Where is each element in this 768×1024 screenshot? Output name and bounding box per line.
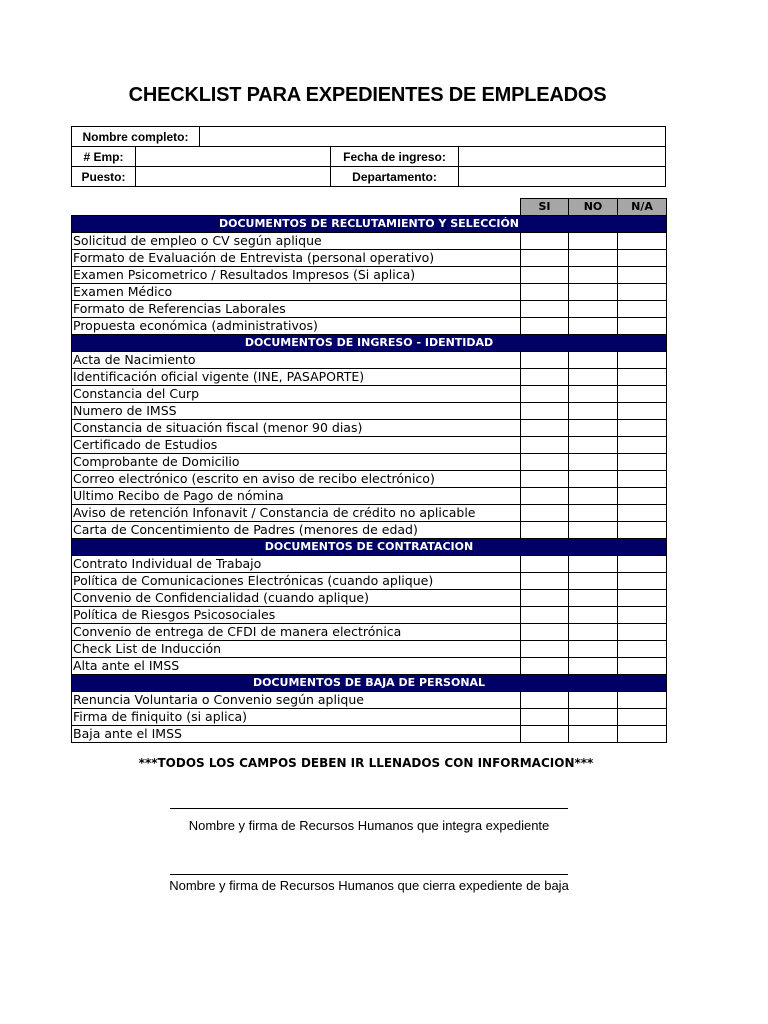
required-fields-note: ***TODOS LOS CAMPOS DEBEN IR LLENADOS CON INFORMACION***: [138, 756, 594, 770]
checklist-row: [72, 658, 667, 675]
puesto-field[interactable]: [136, 167, 331, 187]
checkbox-na[interactable]: [618, 284, 667, 301]
checklist-item-label: Numero de IMSS: [72, 403, 521, 420]
checklist-row: [72, 471, 667, 488]
checklist-item-label: Contrato Individual de Trabajo: [72, 556, 521, 573]
checkbox-si[interactable]: [521, 641, 569, 658]
checkbox-si[interactable]: [521, 709, 569, 726]
checklist-row: [72, 437, 667, 454]
checklist-row: [72, 267, 667, 284]
checklist-row: [72, 641, 667, 658]
checkbox-si[interactable]: [521, 318, 569, 335]
section-title: DOCUMENTOS DE RECLUTAMIENTO Y SELECCIÓN: [72, 216, 667, 233]
checklist-item-label: Constancia del Curp: [72, 386, 521, 403]
checkbox-no[interactable]: [569, 369, 618, 386]
checkbox-si[interactable]: [521, 454, 569, 471]
checkbox-no[interactable]: [569, 607, 618, 624]
emp-label: # Emp:: [72, 147, 136, 167]
checkbox-si[interactable]: [521, 658, 569, 675]
checkbox-no[interactable]: [569, 692, 618, 709]
header-blank: [72, 199, 521, 216]
checklist-table: [71, 198, 667, 743]
checkbox-no[interactable]: [569, 250, 618, 267]
section-title: DOCUMENTOS DE INGRESO - IDENTIDAD: [72, 335, 667, 352]
checkbox-no[interactable]: [569, 267, 618, 284]
checkbox-na[interactable]: [618, 267, 667, 284]
checklist-item-label: Propuesta económica (administrativos): [72, 318, 521, 335]
checkbox-no[interactable]: [569, 573, 618, 590]
checkbox-no[interactable]: [569, 505, 618, 522]
checklist-item-label: Formato de Referencias Laborales: [72, 301, 521, 318]
checkbox-na[interactable]: [618, 301, 667, 318]
checkbox-na[interactable]: [618, 437, 667, 454]
checkbox-na[interactable]: [618, 233, 667, 250]
checklist-item-label: Política de Comunicaciones Electrónicas (cuando aplique): [72, 573, 521, 590]
checkbox-no[interactable]: [569, 420, 618, 437]
checklist-item-label: Baja ante el IMSS: [72, 726, 521, 743]
checklist-item-label: Identificación oficial vigente (INE, PASAPORTE): [72, 369, 521, 386]
fecha-label: Fecha de ingreso:: [331, 147, 459, 167]
nombre-field[interactable]: [200, 127, 666, 147]
puesto-input[interactable]: [136, 168, 330, 186]
checkbox-si[interactable]: [521, 420, 569, 437]
checkbox-na[interactable]: [618, 624, 667, 641]
section-title: DOCUMENTOS DE BAJA DE PERSONAL: [72, 675, 667, 692]
checklist-row: [72, 692, 667, 709]
checkbox-si[interactable]: [521, 301, 569, 318]
checkbox-no[interactable]: [569, 624, 618, 641]
checkbox-si[interactable]: [521, 522, 569, 539]
checkbox-no[interactable]: [569, 301, 618, 318]
checklist-row: [72, 590, 667, 607]
checkbox-no[interactable]: [569, 590, 618, 607]
checklist-item-label: Convenio de entrega de CFDI de manera electrónica: [72, 624, 521, 641]
checklist-item-label: Ultimo Recibo de Pago de nómina: [72, 488, 521, 505]
nombre-label: Nombre completo:: [72, 127, 200, 147]
checklist-item-label: Aviso de retención Infonavit / Constancia de crédito no aplicable: [72, 505, 521, 522]
checklist-item-label: Comprobante de Domicilio: [72, 454, 521, 471]
checkbox-na[interactable]: [618, 488, 667, 505]
checklist-row: [72, 726, 667, 743]
checklist-item-label: Check List de Inducción: [72, 641, 521, 658]
checklist-item-label: Convenio de Confidencialidad (cuando aplique): [72, 590, 521, 607]
employee-info-table: [71, 126, 666, 187]
checkbox-si[interactable]: [521, 250, 569, 267]
checkbox-si[interactable]: [521, 624, 569, 641]
checkbox-no[interactable]: [569, 641, 618, 658]
checkbox-no[interactable]: [569, 437, 618, 454]
checklist-row: [72, 607, 667, 624]
checklist-row: [72, 522, 667, 539]
checkbox-si[interactable]: [521, 590, 569, 607]
section-header: [72, 675, 667, 692]
checkbox-si[interactable]: [521, 471, 569, 488]
checkbox-no[interactable]: [569, 318, 618, 335]
checkbox-na[interactable]: [618, 369, 667, 386]
checklist-row: [72, 369, 667, 386]
checkbox-na[interactable]: [618, 420, 667, 437]
checkbox-si[interactable]: [521, 573, 569, 590]
checkbox-si[interactable]: [521, 607, 569, 624]
column-header-na: N/A: [618, 199, 667, 216]
checkbox-na[interactable]: [618, 726, 667, 743]
checkbox-no[interactable]: [569, 522, 618, 539]
checklist-item-label: Solicitud de empleo o CV según aplique: [72, 233, 521, 250]
checklist-row: [72, 318, 667, 335]
checkbox-si[interactable]: [521, 556, 569, 573]
section-header: [72, 539, 667, 556]
checkbox-na[interactable]: [618, 403, 667, 420]
checkbox-no[interactable]: [569, 709, 618, 726]
section-header: [72, 335, 667, 352]
signature-line-2: [170, 874, 568, 875]
checklist-item-label: Renuncia Voluntaria o Convenio según aplique: [72, 692, 521, 709]
departamento-label: Departamento:: [331, 167, 459, 187]
checklist-row: [72, 403, 667, 420]
checklist-row: [72, 505, 667, 522]
checklist-row: [72, 573, 667, 590]
checklist-row: [72, 301, 667, 318]
checklist-row: [72, 352, 667, 369]
checklist-item-label: Certificado de Estudios: [72, 437, 521, 454]
fecha-field[interactable]: [459, 147, 666, 167]
checkbox-na[interactable]: [618, 658, 667, 675]
checklist-row: [72, 250, 667, 267]
fecha-input[interactable]: [459, 148, 665, 166]
checklist-item-label: Correo electrónico (escrito en aviso de recibo electrónico): [72, 471, 521, 488]
checkbox-na[interactable]: [618, 641, 667, 658]
puesto-label: Puesto:: [72, 167, 136, 187]
column-header-si: SI: [521, 199, 569, 216]
checkbox-no[interactable]: [569, 556, 618, 573]
checkbox-si[interactable]: [521, 437, 569, 454]
checklist-item-label: Formato de Evaluación de Entrevista (personal operativo): [72, 250, 521, 267]
checkbox-na[interactable]: [618, 250, 667, 267]
section-title: DOCUMENTOS DE CONTRATACION: [72, 539, 667, 556]
departamento-field[interactable]: [459, 167, 666, 187]
checkbox-no[interactable]: [569, 488, 618, 505]
departamento-input[interactable]: [459, 168, 665, 186]
emp-input[interactable]: [136, 148, 330, 166]
checkbox-na[interactable]: [618, 386, 667, 403]
checklist-row: [72, 386, 667, 403]
checkbox-na[interactable]: [618, 573, 667, 590]
column-header-no: NO: [569, 199, 618, 216]
checklist-item-label: Carta de Concentimiento de Padres (menores de edad): [72, 522, 521, 539]
checkbox-si[interactable]: [521, 403, 569, 420]
checkbox-na[interactable]: [618, 692, 667, 709]
checklist-item-label: Examen Médico: [72, 284, 521, 301]
checkbox-na[interactable]: [618, 471, 667, 488]
checkbox-na[interactable]: [618, 352, 667, 369]
checklist-row: [72, 233, 667, 250]
section-header: [72, 216, 667, 233]
checkbox-no[interactable]: [569, 284, 618, 301]
emp-field[interactable]: [136, 147, 331, 167]
signature-label-2: Nombre y firma de Recursos Humanos que cierra expediente de baja: [169, 878, 569, 893]
checkbox-no[interactable]: [569, 471, 618, 488]
checkbox-no[interactable]: [569, 403, 618, 420]
checklist-item-label: Constancia de situación fiscal (menor 90 dias): [72, 420, 521, 437]
checkbox-no[interactable]: [569, 386, 618, 403]
nombre-input[interactable]: [200, 128, 665, 146]
checkbox-no[interactable]: [569, 658, 618, 675]
signature-label-1: Nombre y firma de Recursos Humanos que integra expediente: [188, 818, 550, 833]
checklist-row: [72, 420, 667, 437]
checklist-item-label: Firma de finiquito (si aplica): [72, 709, 521, 726]
checklist-row: [72, 709, 667, 726]
checklist-row: [72, 284, 667, 301]
checkbox-si[interactable]: [521, 505, 569, 522]
checkbox-no[interactable]: [569, 726, 618, 743]
checkbox-si[interactable]: [521, 386, 569, 403]
checkbox-no[interactable]: [569, 233, 618, 250]
checkbox-si[interactable]: [521, 233, 569, 250]
column-header-row: [72, 199, 667, 216]
document-title: CHECKLIST PARA EXPEDIENTES DE EMPLEADOS: [128, 84, 607, 106]
checkbox-si[interactable]: [521, 369, 569, 386]
checkbox-si[interactable]: [521, 488, 569, 505]
checkbox-na[interactable]: [618, 318, 667, 335]
checkbox-si[interactable]: [521, 267, 569, 284]
checkbox-no[interactable]: [569, 352, 618, 369]
checkbox-si[interactable]: [521, 284, 569, 301]
checkbox-na[interactable]: [618, 607, 667, 624]
signature-line-1: [170, 808, 568, 809]
checklist-item-label: Examen Psicometrico / Resultados Impresos (Si aplica): [72, 267, 521, 284]
checkbox-si[interactable]: [521, 726, 569, 743]
checklist-row: [72, 454, 667, 471]
checkbox-na[interactable]: [618, 556, 667, 573]
checkbox-na[interactable]: [618, 505, 667, 522]
checklist-item-label: Alta ante el IMSS: [72, 658, 521, 675]
checkbox-si[interactable]: [521, 692, 569, 709]
checkbox-si[interactable]: [521, 352, 569, 369]
checklist-row: [72, 624, 667, 641]
checkbox-no[interactable]: [569, 454, 618, 471]
checklist-item-label: Política de Riesgos Psicosociales: [72, 607, 521, 624]
checkbox-na[interactable]: [618, 522, 667, 539]
checkbox-na[interactable]: [618, 454, 667, 471]
checklist-row: [72, 556, 667, 573]
checklist-item-label: Acta de Nacimiento: [72, 352, 521, 369]
checkbox-na[interactable]: [618, 590, 667, 607]
checklist-row: [72, 488, 667, 505]
checkbox-na[interactable]: [618, 709, 667, 726]
